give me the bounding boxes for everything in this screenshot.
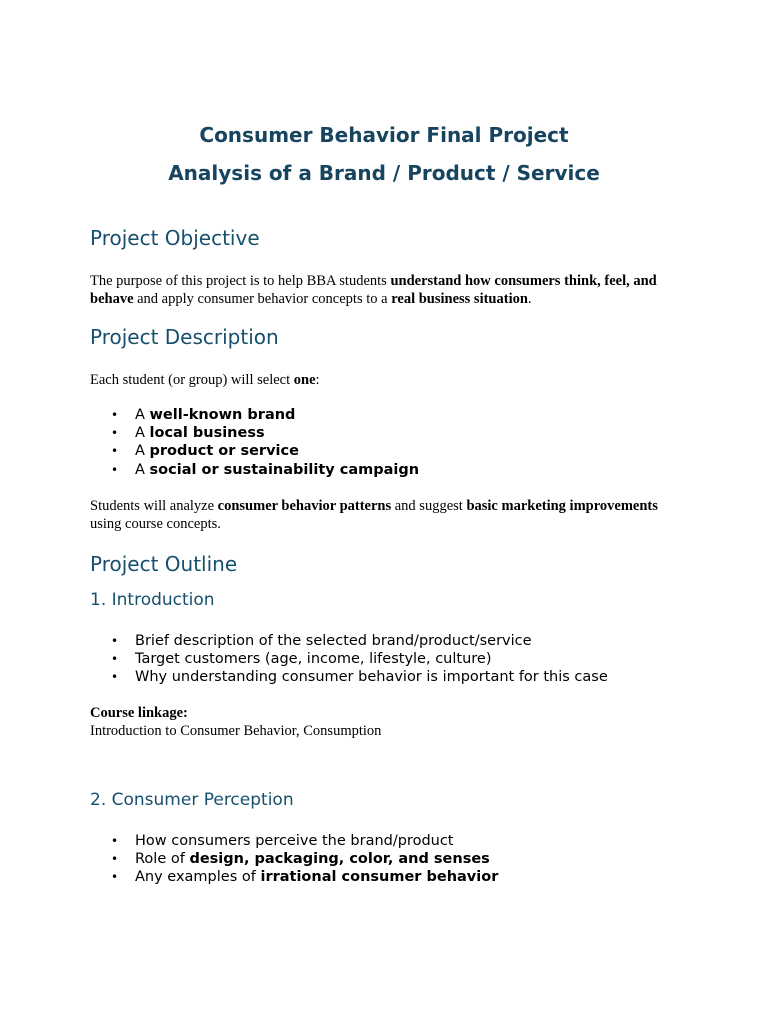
objective-bold-2: real business situation	[391, 290, 528, 307]
list-item-prefix: A	[135, 443, 150, 460]
analysis-text-2: and suggest	[391, 498, 467, 514]
list-item-prefix: A	[135, 407, 150, 423]
list-item: • Brief description of the selected brand/product/service	[90, 632, 608, 650]
analysis-bold-1: consumer behavior patterns	[217, 498, 392, 514]
document-subtitle: Analysis of a Brand / Product / Service	[168, 161, 600, 185]
analysis-text-3: using course concepts.	[90, 515, 221, 532]
list-item	[90, 832, 498, 850]
list-item: • Target customers (age, income, lifestyle, culture)	[90, 650, 608, 668]
description-analysis-paragraph	[90, 498, 670, 533]
list-item-prefix: A	[135, 425, 150, 442]
course-linkage	[90, 705, 670, 740]
description-intro-text: Each student (or group) will select	[90, 372, 294, 388]
list-item-prefix: A	[135, 461, 150, 478]
description-heading: Project Description	[90, 325, 279, 349]
list-item-bold: local business	[149, 425, 265, 442]
description-intro	[90, 372, 670, 390]
analysis-bold-2: basic marketing improvements	[466, 498, 658, 514]
objective-bold-1: understand how consumers think, feel, and behave	[90, 273, 657, 307]
objective-text-2: and apply consumer behavior concepts to a	[133, 290, 392, 307]
list-item	[90, 442, 419, 460]
list-item-prefix: How consumers perceive the brand/product	[135, 833, 454, 849]
list-item	[90, 424, 419, 442]
list-item	[90, 461, 419, 479]
document-title: Consumer Behavior Final Project	[199, 123, 569, 147]
outline-heading: Project Outline	[90, 552, 238, 576]
objective-text-3: .	[527, 290, 532, 307]
objective-paragraph	[90, 273, 670, 308]
list-item	[90, 406, 419, 424]
introduction-list	[90, 632, 608, 687]
objective-text-1: The purpose of this project is to help BBA students	[90, 273, 391, 289]
selection-options-list	[90, 406, 419, 479]
analysis-text-1: Students will analyze	[90, 498, 218, 514]
list-item-bold: irrational consumer behavior	[260, 869, 499, 886]
course-linkage-text: Introduction to Consumer Behavior, Consumption	[90, 722, 382, 739]
perception-list	[90, 832, 498, 887]
list-item-bold: product or service	[149, 443, 299, 460]
list-item-bold: design, packaging, color, and senses	[189, 851, 490, 868]
perception-heading: 2. Consumer Perception	[90, 790, 294, 810]
list-item: • Why understanding consumer behavior is important for this case	[90, 668, 608, 686]
list-item-prefix: Role of	[135, 851, 190, 868]
list-item	[90, 850, 498, 868]
list-item-prefix: Any examples of	[135, 869, 261, 886]
list-item-bold: social or sustainability campaign	[149, 461, 420, 478]
description-intro-bold: one	[293, 372, 316, 388]
list-item	[90, 868, 498, 886]
course-linkage-label: Course linkage:	[90, 705, 188, 721]
objective-heading: Project Objective	[90, 226, 260, 250]
introduction-heading: 1. Introduction	[90, 590, 215, 610]
description-intro-end: :	[315, 372, 320, 388]
list-item-bold: well-known brand	[149, 407, 296, 423]
